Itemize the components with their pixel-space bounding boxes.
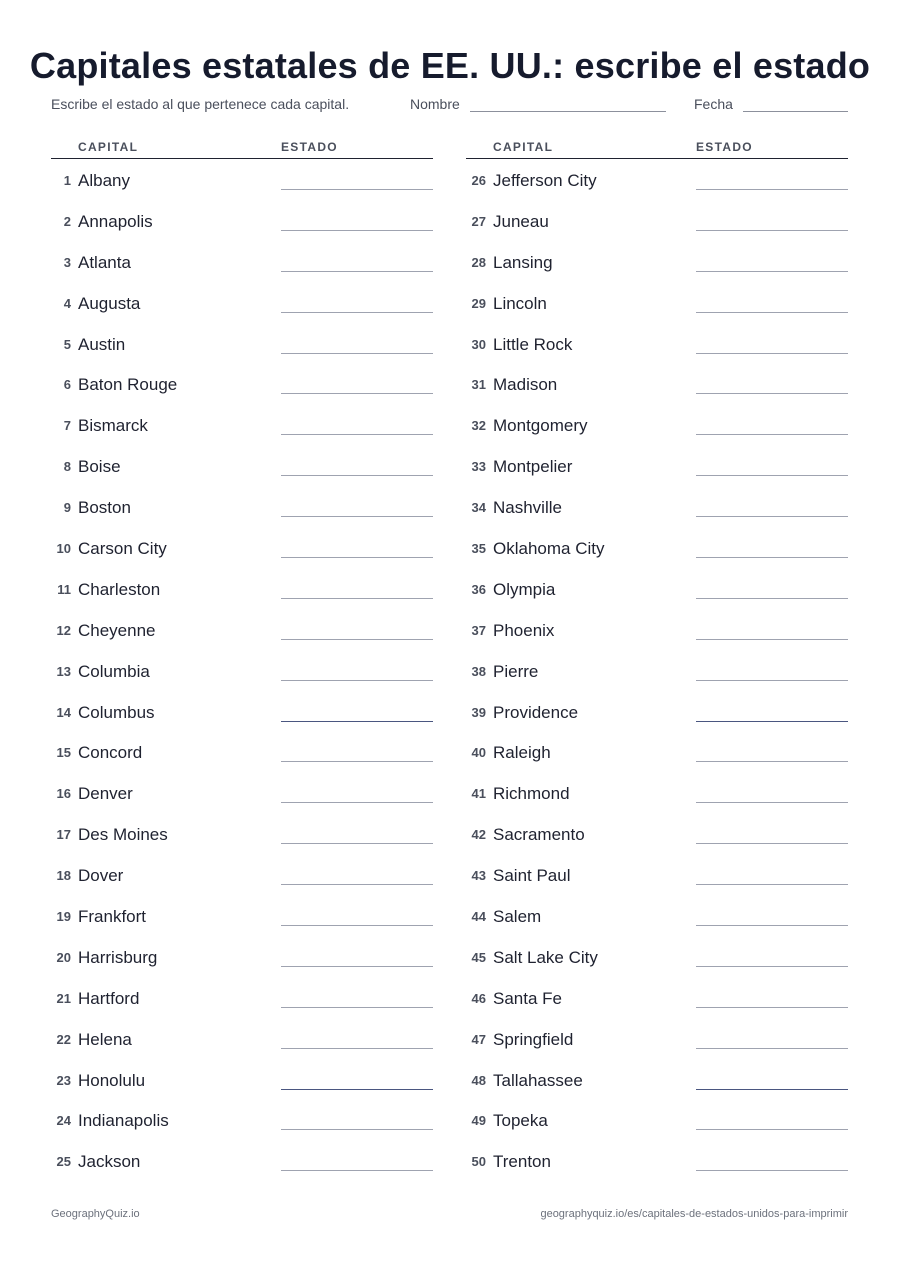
capital-header: CAPITAL <box>78 140 139 154</box>
row-number: 33 <box>471 459 486 475</box>
row-number: 31 <box>471 377 486 393</box>
state-answer-line[interactable] <box>281 1129 433 1130</box>
capital-row <box>51 323 433 364</box>
capital-name: Sacramento <box>493 825 585 845</box>
state-answer-line[interactable] <box>696 1048 848 1049</box>
state-answer-line[interactable] <box>696 598 848 599</box>
capital-row <box>466 936 848 977</box>
capital-name: Cheyenne <box>78 620 156 640</box>
capital-name: Boston <box>78 498 131 518</box>
column-header <box>51 138 433 159</box>
capital-name: Richmond <box>493 784 570 804</box>
capital-name: Atlanta <box>78 252 131 272</box>
capital-name: Montgomery <box>493 416 588 436</box>
capital-row <box>466 1140 848 1181</box>
capital-row <box>466 731 848 772</box>
state-answer-line[interactable] <box>281 1089 433 1090</box>
state-answer-line[interactable] <box>696 639 848 640</box>
name-label: Nombre <box>410 96 460 112</box>
capital-row <box>51 936 433 977</box>
capital-row <box>466 1099 848 1140</box>
row-number: 40 <box>471 745 486 761</box>
worksheet-meta <box>51 96 848 118</box>
row-number: 49 <box>471 1113 486 1129</box>
capital-row <box>466 404 848 445</box>
capital-name: Little Rock <box>493 334 573 354</box>
row-number: 29 <box>471 295 486 311</box>
capital-row <box>466 527 848 568</box>
state-answer-line[interactable] <box>696 802 848 803</box>
row-number: 43 <box>471 868 486 884</box>
capital-name: Santa Fe <box>493 988 562 1008</box>
capital-name: Carson City <box>78 539 167 559</box>
row-number: 26 <box>471 173 486 188</box>
state-answer-line[interactable] <box>696 393 848 394</box>
state-answer-line[interactable] <box>696 884 848 885</box>
state-answer-line[interactable] <box>281 639 433 640</box>
capital-row <box>51 527 433 568</box>
capital-name: Juneau <box>493 211 549 231</box>
capital-row <box>466 445 848 486</box>
row-number: 14 <box>56 704 71 720</box>
row-number: 23 <box>56 1072 71 1088</box>
state-answer-line[interactable] <box>696 1170 848 1171</box>
capital-row <box>51 854 433 895</box>
capital-row <box>466 813 848 854</box>
capital-name: Bismarck <box>78 416 148 436</box>
state-answer-line[interactable] <box>281 1007 433 1008</box>
state-answer-line[interactable] <box>696 434 848 435</box>
capital-row <box>51 813 433 854</box>
capital-name: Saint Paul <box>493 866 571 886</box>
state-answer-line[interactable] <box>281 353 433 354</box>
capital-name: Austin <box>78 334 126 354</box>
row-number: 28 <box>471 254 486 270</box>
capital-row <box>466 977 848 1018</box>
state-answer-line[interactable] <box>696 1007 848 1008</box>
state-answer-line[interactable] <box>696 475 848 476</box>
capital-row <box>51 895 433 936</box>
capital-name: Topeka <box>493 1111 548 1131</box>
row-number: 19 <box>56 909 71 925</box>
capital-name: Albany <box>78 171 130 190</box>
capital-name: Concord <box>78 743 143 763</box>
capital-row <box>51 282 433 323</box>
state-answer-line[interactable] <box>281 1048 433 1049</box>
capital-header: CAPITAL <box>493 140 554 154</box>
capital-row <box>51 609 433 650</box>
capital-row <box>466 609 848 650</box>
right-rows <box>466 159 848 1181</box>
capital-name: Phoenix <box>493 620 555 640</box>
capital-name: Salem <box>493 907 542 927</box>
capital-name: Harrisburg <box>78 947 158 967</box>
date-field[interactable] <box>743 111 848 112</box>
capital-name: Springfield <box>493 1029 574 1049</box>
capital-row <box>51 691 433 732</box>
capital-row <box>466 854 848 895</box>
capital-row <box>51 445 433 486</box>
footer-brand: GeographyQuiz.io <box>51 1208 140 1220</box>
capital-row <box>466 691 848 732</box>
capital-name: Columbus <box>78 702 155 722</box>
row-number: 34 <box>471 500 486 516</box>
capital-name: Oklahoma City <box>493 539 605 559</box>
capital-row <box>51 731 433 772</box>
capital-row <box>466 323 848 364</box>
state-answer-line[interactable] <box>696 966 848 967</box>
state-answer-line[interactable] <box>281 475 433 476</box>
capital-row <box>51 159 433 200</box>
capital-name: Denver <box>78 784 133 804</box>
state-answer-line[interactable] <box>696 761 848 762</box>
capital-row <box>466 200 848 241</box>
state-answer-line[interactable] <box>281 516 433 517</box>
capital-row <box>466 772 848 813</box>
state-answer-line[interactable] <box>281 925 433 926</box>
worksheet-title: Capitales estatales de EE. UU.: escribe el estado <box>29 45 871 86</box>
right-column <box>466 138 848 1181</box>
capital-row <box>51 772 433 813</box>
left-rows <box>51 159 433 1181</box>
capital-row <box>51 241 433 282</box>
row-number: 50 <box>471 1154 486 1170</box>
capital-row <box>51 404 433 445</box>
capital-name: Frankfort <box>78 907 147 927</box>
state-answer-line[interactable] <box>696 189 848 190</box>
capital-row <box>466 568 848 609</box>
row-number: 8 <box>63 459 71 475</box>
state-answer-line[interactable] <box>696 1129 848 1130</box>
capital-name: Hartford <box>78 988 140 1008</box>
row-number: 39 <box>471 704 486 720</box>
row-number: 11 <box>57 581 71 597</box>
row-number: 22 <box>56 1031 71 1047</box>
name-field[interactable] <box>470 111 666 112</box>
row-number: 27 <box>471 213 486 229</box>
row-number: 38 <box>471 663 486 679</box>
state-answer-line[interactable] <box>696 557 848 558</box>
state-answer-line[interactable] <box>696 680 848 681</box>
capital-row <box>51 1140 433 1181</box>
capital-name: Providence <box>493 702 579 722</box>
row-number: 20 <box>56 949 71 965</box>
capital-name: Jefferson City <box>493 171 597 190</box>
footer-url[interactable]: geographyquiz.io/es/capitales-de-estados-unidos-para-imprimir <box>540 1208 848 1220</box>
state-answer-line[interactable] <box>281 557 433 558</box>
capital-name: Lansing <box>493 252 553 272</box>
row-number: 2 <box>63 213 71 229</box>
capital-row <box>466 486 848 527</box>
capital-name: Trenton <box>493 1152 551 1172</box>
row-number: 18 <box>56 868 71 884</box>
capital-name: Tallahassee <box>493 1070 583 1090</box>
capital-name: Jackson <box>78 1152 141 1172</box>
capital-name: Charleston <box>78 579 161 599</box>
state-answer-line[interactable] <box>696 721 848 722</box>
capital-row <box>466 650 848 691</box>
state-header: ESTADO <box>696 140 753 154</box>
row-number: 1 <box>63 173 71 188</box>
column-header <box>466 138 848 159</box>
capital-name: Olympia <box>493 579 556 599</box>
state-answer-line[interactable] <box>696 843 848 844</box>
capital-row <box>466 282 848 323</box>
state-answer-line[interactable] <box>696 312 848 313</box>
capital-name: Raleigh <box>493 743 551 763</box>
state-answer-line[interactable] <box>281 312 433 313</box>
capital-row <box>466 241 848 282</box>
row-number: 12 <box>56 622 71 638</box>
capital-row <box>51 363 433 404</box>
row-number: 17 <box>56 827 71 843</box>
state-answer-line[interactable] <box>281 189 433 190</box>
row-number: 42 <box>471 827 486 843</box>
capital-row <box>51 486 433 527</box>
row-number: 16 <box>56 786 71 802</box>
row-number: 41 <box>471 786 486 802</box>
state-answer-line[interactable] <box>281 966 433 967</box>
state-answer-line[interactable] <box>281 230 433 231</box>
state-answer-line[interactable] <box>281 884 433 885</box>
state-answer-line[interactable] <box>281 434 433 435</box>
state-answer-line[interactable] <box>281 393 433 394</box>
capital-name: Lincoln <box>493 293 547 313</box>
capital-name: Pierre <box>493 661 539 681</box>
capital-row <box>51 1099 433 1140</box>
capital-row <box>51 650 433 691</box>
capital-name: Honolulu <box>78 1070 146 1090</box>
capital-row <box>466 159 848 200</box>
state-answer-line[interactable] <box>281 1170 433 1171</box>
capital-name: Madison <box>493 375 558 395</box>
row-number: 36 <box>471 581 486 597</box>
row-number: 25 <box>56 1154 71 1170</box>
row-number: 15 <box>56 745 71 761</box>
row-number: 32 <box>471 418 486 434</box>
capital-row <box>466 363 848 404</box>
capital-name: Salt Lake City <box>493 947 598 967</box>
instructions-text: Escribe el estado al que pertenece cada capital. <box>51 96 350 112</box>
row-number: 21 <box>56 990 71 1006</box>
state-answer-line[interactable] <box>281 843 433 844</box>
capital-name: Nashville <box>493 498 562 518</box>
state-answer-line[interactable] <box>281 598 433 599</box>
state-answer-line[interactable] <box>696 925 848 926</box>
capital-row <box>51 977 433 1018</box>
row-number: 48 <box>471 1072 486 1088</box>
row-number: 24 <box>56 1113 71 1129</box>
capital-name: Annapolis <box>78 211 153 231</box>
row-number: 10 <box>56 541 71 557</box>
capital-row <box>466 1059 848 1100</box>
capital-name: Des Moines <box>78 825 168 845</box>
row-number: 44 <box>471 909 486 925</box>
left-column <box>51 138 433 1181</box>
state-answer-line[interactable] <box>696 1089 848 1090</box>
date-label: Fecha <box>694 96 733 112</box>
state-answer-line[interactable] <box>696 271 848 272</box>
state-header: ESTADO <box>281 140 338 154</box>
row-number: 35 <box>471 541 486 557</box>
state-answer-line[interactable] <box>281 802 433 803</box>
row-number: 30 <box>471 336 486 352</box>
row-number: 37 <box>471 622 486 638</box>
row-number: 45 <box>471 949 486 965</box>
row-number: 7 <box>63 418 71 434</box>
state-answer-line[interactable] <box>281 721 433 722</box>
capital-name: Indianapolis <box>78 1111 169 1131</box>
row-number: 47 <box>471 1031 486 1047</box>
state-answer-line[interactable] <box>281 761 433 762</box>
row-number: 5 <box>63 336 71 352</box>
state-answer-line[interactable] <box>696 516 848 517</box>
capital-row <box>466 895 848 936</box>
capital-row <box>51 1018 433 1059</box>
capital-name: Boise <box>78 457 121 477</box>
capital-row <box>51 200 433 241</box>
state-answer-line[interactable] <box>696 353 848 354</box>
row-number: 9 <box>63 500 71 516</box>
capital-row <box>51 1059 433 1100</box>
state-answer-line[interactable] <box>281 680 433 681</box>
state-answer-line[interactable] <box>696 230 848 231</box>
capital-name: Montpelier <box>493 457 573 477</box>
row-number: 3 <box>63 254 71 270</box>
capital-row <box>51 568 433 609</box>
capital-name: Helena <box>78 1029 132 1049</box>
row-number: 6 <box>63 377 71 393</box>
capital-name: Dover <box>78 866 124 886</box>
capital-name: Columbia <box>78 661 150 681</box>
state-answer-line[interactable] <box>281 271 433 272</box>
row-number: 13 <box>56 663 71 679</box>
row-number: 46 <box>471 990 486 1006</box>
capital-row <box>466 1018 848 1059</box>
capital-name: Baton Rouge <box>78 375 178 395</box>
capital-name: Augusta <box>78 293 141 313</box>
row-number: 4 <box>63 295 71 311</box>
